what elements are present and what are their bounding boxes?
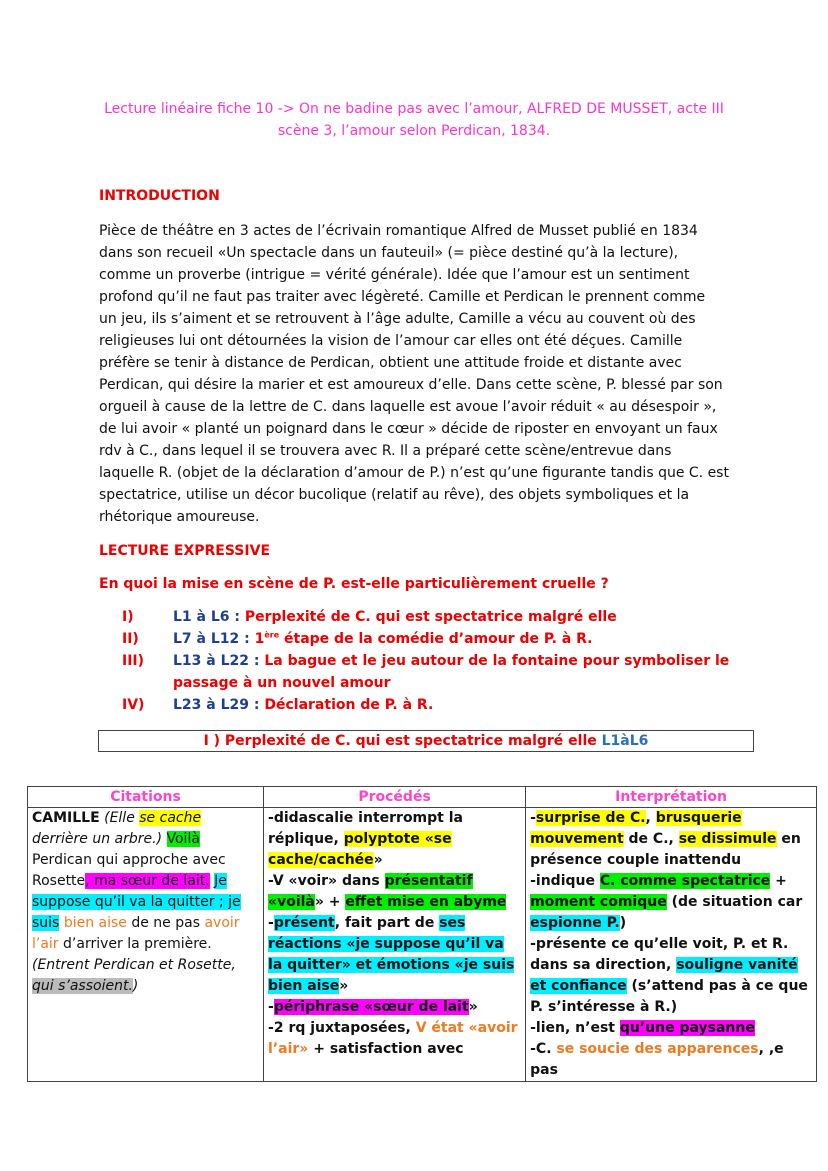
highlight: se dissimule xyxy=(678,831,777,847)
introduction-line: laquelle R. (objet de la déclaration d’amour de P.) n’est qu’une figurante tandis que C. est xyxy=(99,465,729,481)
highlight: souligne vanité et confiance xyxy=(530,957,798,994)
lecture-expressive-heading: LECTURE EXPRESSIVE xyxy=(99,543,271,559)
introduction-line: orgueil à cause de la lettre de C. dans laquelle est avoue l’avoir réduit « au désespoir », xyxy=(99,399,717,415)
highlight: présentatif «voilà xyxy=(268,873,473,910)
plan-item-lines: L7 à L12 : xyxy=(173,631,250,647)
highlight: brusquerie mouvement xyxy=(530,810,742,847)
plan-item-number: III) xyxy=(122,653,145,669)
introduction-line: Pièce de théâtre en 3 actes de l’écrivain romantique Alfred de Musset publié en 1834 xyxy=(99,223,698,239)
introduction-line: profond qu’il ne faut pas traiter avec légèreté. Camille et Perdican le prennent comme xyxy=(99,289,706,305)
highlight: , ma sœur de lait. xyxy=(85,873,210,889)
plan-item-number: IV) xyxy=(122,697,145,713)
introduction-line: de lui avoir « planté un poignard dans le cœur » décide de riposter en envoyant un faux xyxy=(99,421,718,437)
title-line-1: Lecture linéaire fiche 10 -> On ne badine pas avec l’amour, ALFRED DE MUSSET, acte III xyxy=(104,101,724,117)
introduction-line: spectatrice, utilise un décor bucolique (relatif au rêve), des objets symboliques et la xyxy=(99,487,690,503)
plan-item-title: Perplexité de C. qui est spectatrice malgré elle xyxy=(244,609,617,625)
superscript: ère xyxy=(264,630,280,640)
highlight: moment comique xyxy=(530,894,667,910)
problematique: En quoi la mise en scène de P. est-elle particulièrement cruelle ? xyxy=(99,576,609,592)
interpretation-cell: -surprise de C., brusquerie mouvement de C., se dissimule en présence couple inattendu -indique C. comme spectatrice + moment comique (de situation car espionne P.) -présente ce qu’elle voit, P. et R. dans sa direction, souligne vanité et confiance (s’attend pas à ce que P. s’intéresse à R.) -lien, n’est qu’une paysanne -C. se soucie des apparences, ,e pas xyxy=(526,808,817,1082)
highlight: Je suppose qu’il va la quitter ; je suis xyxy=(32,873,241,931)
header-citations: Citations xyxy=(28,787,264,808)
plan-item-lines: L13 à L22 : xyxy=(173,653,260,669)
section-1-title-box xyxy=(98,730,754,752)
table-header-row xyxy=(28,787,817,808)
orange-text: V état «avoir l’air» xyxy=(268,1020,518,1057)
introduction-heading: INTRODUCTION xyxy=(99,188,220,204)
introduction-line: rdv à C., dans lequel il se trouvera avec R. Il a préparé cette scène/entrevue dans xyxy=(99,443,672,459)
highlight: qu’une paysanne xyxy=(619,1020,755,1036)
orange-text: se soucie des apparences xyxy=(556,1041,759,1057)
introduction-line: rhétorique amoureuse. xyxy=(99,509,260,525)
speaker: CAMILLE xyxy=(32,810,100,826)
highlight: se cache xyxy=(139,810,202,826)
header-interpretation: Interprétation xyxy=(526,787,817,808)
plan-item-lines: L23 à L29 : xyxy=(173,697,260,713)
plan-item xyxy=(122,694,742,716)
orange-text: avoir l’air xyxy=(32,915,240,952)
introduction-line: préfère se tenir à distance de Perdican, obtient une attitude froide et distante avec xyxy=(99,355,682,371)
plan-list xyxy=(122,606,742,716)
introduction-line: comme un proverbe (intrigue = vérité générale). Idée que l’amour est un sentiment xyxy=(99,267,690,283)
highlight: présent xyxy=(273,915,335,931)
plan-item-number: I) xyxy=(122,609,134,625)
highlight: surprise de C. xyxy=(535,810,646,826)
plan-item-lines: L1 à L6 : xyxy=(173,609,240,625)
procedes-cell: -didascalie interrompt la réplique, polyptote «se cache/cachée» -V «voir» dans présentatif «voilà» + effet mise en abyme -présent, fait part de ses réactions «je suppose qu’il va la quitter» et émotions «je suis bien aise» -périphrase «sœur de lait» -2 rq juxtaposées, V état «avoir l’air» + satisfaction avec xyxy=(264,808,526,1082)
plan-item: II) L7 à L12 : 1ère étape de la comédie d’amour de P. à R. xyxy=(122,628,742,650)
plan-item-title: étape de la comédie d’amour de P. à R. xyxy=(279,631,593,647)
introduction-line: un jeu, ils s’aiment et se retrouvent à l’âge adulte, Camille a vécu au couvent où des xyxy=(99,311,696,327)
introduction-line: Perdican, qui désire la marier et est amoureux d’elle. Dans cette scène, P. blessé par son xyxy=(99,377,723,393)
header-procedes: Procédés xyxy=(264,787,526,808)
highlight: effet mise en abyme xyxy=(345,894,507,910)
highlight: qui s’assoient. xyxy=(32,978,133,994)
document-title xyxy=(100,98,728,142)
plan-item xyxy=(122,650,742,694)
highlight: C. comme spectatrice xyxy=(599,873,771,889)
introduction-line: religieuses lui ont détournées la vision de l’amour car elles ont été déçues. Camille xyxy=(99,333,683,349)
introduction-text xyxy=(99,220,739,528)
table-row xyxy=(28,808,817,1082)
highlight: espionne P. xyxy=(530,915,620,931)
plan-item-title: La bague et le jeu autour de la fontaine pour symboliser le passage à un nouvel amour xyxy=(173,653,730,691)
section-1-title: I ) Perplexité de C. qui est spectatrice malgré elle xyxy=(203,733,597,749)
plan-item-number: II) xyxy=(122,631,139,647)
introduction-line: dans son recueil «Un spectacle dans un fauteuil» (= pièce destiné qu’à la lecture), xyxy=(99,245,679,261)
citation-cell: CAMILLE (Elle se cache derrière un arbre.) Voilà Perdican qui approche avec Rosette, ma sœur de lait. Je suppose qu’il va la quitter ; je suis bien aise de ne pas avoir l’air d’arriver la première. (Entrent Perdican et Rosette, qui s’assoient.) xyxy=(28,808,264,1082)
section-1-lines: L1àL6 xyxy=(601,733,649,749)
highlight: ses réactions «je suppose qu’il va la quitter» et émotions «je suis bien aise xyxy=(268,915,515,994)
highlight: Voilà xyxy=(166,831,200,847)
highlight: polyptote «se cache/cachée xyxy=(268,831,452,868)
plan-item-title: Déclaration de P. à R. xyxy=(264,697,434,713)
highlight: périphrase «sœur de lait xyxy=(273,999,469,1015)
analysis-table xyxy=(27,786,817,1082)
orange-text: bien aise xyxy=(63,915,127,931)
plan-item xyxy=(122,606,742,628)
title-line-2: scène 3, l’amour selon Perdican, 1834. xyxy=(277,123,551,139)
